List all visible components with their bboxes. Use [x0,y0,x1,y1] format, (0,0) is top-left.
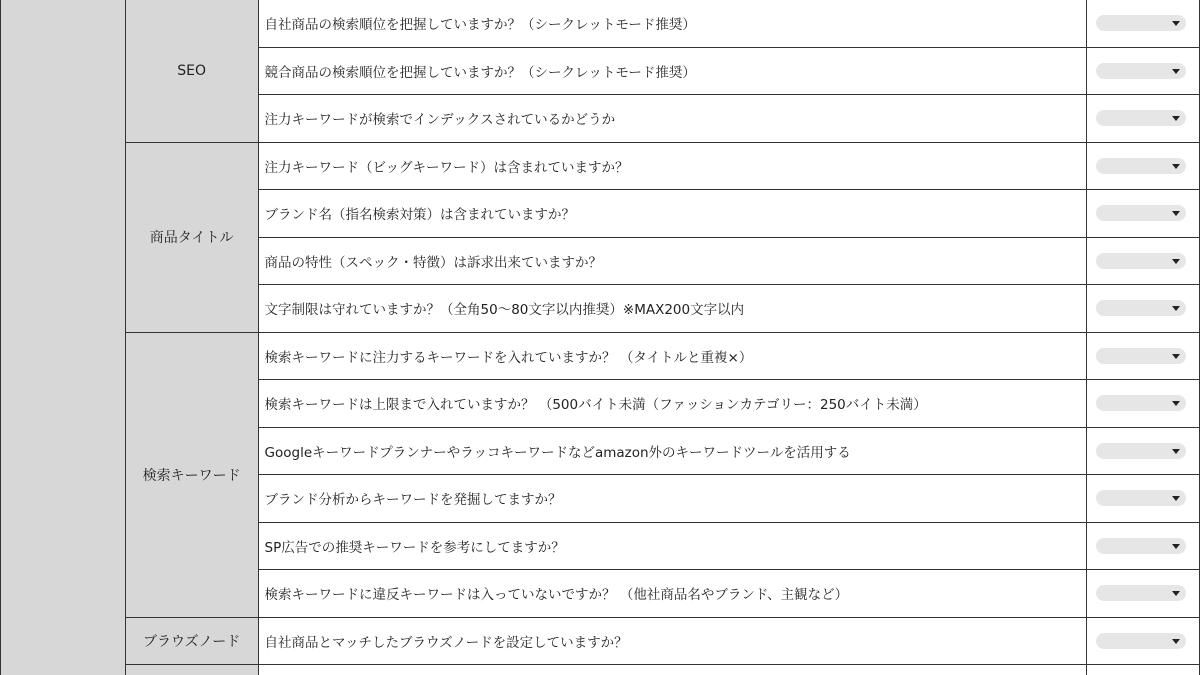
status-cell [1087,427,1200,475]
category-cell: 商品タイトル [125,142,258,332]
question-cell: 自社商品とマッチしたブラウズノードを設定していますか？ [258,617,1087,665]
table-row [1,665,1200,675]
category-cell: SEO [125,0,258,142]
caret-down-icon [1172,401,1180,406]
status-dropdown[interactable] [1096,395,1186,411]
status-cell [1087,617,1200,665]
caret-down-icon [1172,116,1180,121]
status-dropdown[interactable] [1096,443,1186,459]
status-cell [1087,0,1200,47]
question-cell: 検索キーワードに注力するキーワードを入れていますか？ （タイトルと重複×） [258,332,1087,380]
status-cell [1087,380,1200,428]
caret-down-icon [1172,354,1180,359]
question-cell: 検索キーワードに違反キーワードは入っていないですか？ （他社商品名やブランド、主観など） [258,570,1087,618]
table-row [1,142,1200,190]
status-cell [1087,95,1200,143]
question-cell: 競合商品の検索順位を把握していますか？（シークレットモード推奨） [258,47,1087,95]
status-cell [1087,285,1200,333]
caret-down-icon [1172,21,1180,26]
question-cell: 商品の特性（スペック・特徴）は訴求出来ていますか？ [258,237,1087,285]
status-cell [1087,237,1200,285]
status-cell [1087,665,1200,675]
question-cell: 注力キーワード（ビッグキーワード）は含まれていますか？ [258,142,1087,190]
question-cell: ブランド分析からキーワードを発掘してますか？ [258,475,1087,523]
status-cell [1087,522,1200,570]
caret-down-icon [1172,211,1180,216]
table-row [1,617,1200,665]
status-dropdown[interactable] [1096,63,1186,79]
status-cell [1087,142,1200,190]
question-cell: ブランド名（指名検索対策）は含まれていますか？ [258,190,1087,238]
status-dropdown[interactable] [1096,633,1186,649]
status-cell [1087,190,1200,238]
caret-down-icon [1172,496,1180,501]
question-cell: 自社商品の検索順位を把握していますか？（シークレットモード推奨） [258,0,1087,47]
question-cell: SP広告での推奨キーワードを参考にしてますか？ [258,522,1087,570]
caret-down-icon [1172,591,1180,596]
outer-category-cell [1,0,126,675]
caret-down-icon [1172,639,1180,644]
caret-down-icon [1172,69,1180,74]
status-dropdown[interactable] [1096,300,1186,316]
status-dropdown[interactable] [1096,205,1186,221]
status-dropdown[interactable] [1096,490,1186,506]
caret-down-icon [1172,544,1180,549]
status-dropdown[interactable] [1096,15,1186,31]
status-cell [1087,475,1200,523]
status-dropdown[interactable] [1096,538,1186,554]
status-cell [1087,47,1200,95]
question-cell: 文字制限は守れていますか？（全角50〜80文字以内推奨）※MAX200文字以内 [258,285,1087,333]
status-cell [1087,570,1200,618]
caret-down-icon [1172,449,1180,454]
status-dropdown[interactable] [1096,348,1186,364]
category-cell: ブラウズノード [125,617,258,665]
status-dropdown[interactable] [1096,585,1186,601]
category-cell [125,665,258,675]
caret-down-icon [1172,306,1180,311]
table-row [1,0,1200,47]
caret-down-icon [1172,259,1180,264]
question-cell [258,665,1087,675]
status-dropdown[interactable] [1096,110,1186,126]
status-dropdown[interactable] [1096,253,1186,269]
caret-down-icon [1172,164,1180,169]
table-row [1,332,1200,380]
status-cell [1087,332,1200,380]
question-cell: 検索キーワードは上限まで入れていますか？ （500バイト未満（ファッションカテゴリー：250バイト未満） [258,380,1087,428]
question-cell: Googleキーワードプランナーやラッコキーワードなどamazon外のキーワードツールを活用する [258,427,1087,475]
question-cell: 注力キーワードが検索でインデックスされているかどうか [258,95,1087,143]
status-dropdown[interactable] [1096,158,1186,174]
category-cell: 検索キーワード [125,332,258,617]
